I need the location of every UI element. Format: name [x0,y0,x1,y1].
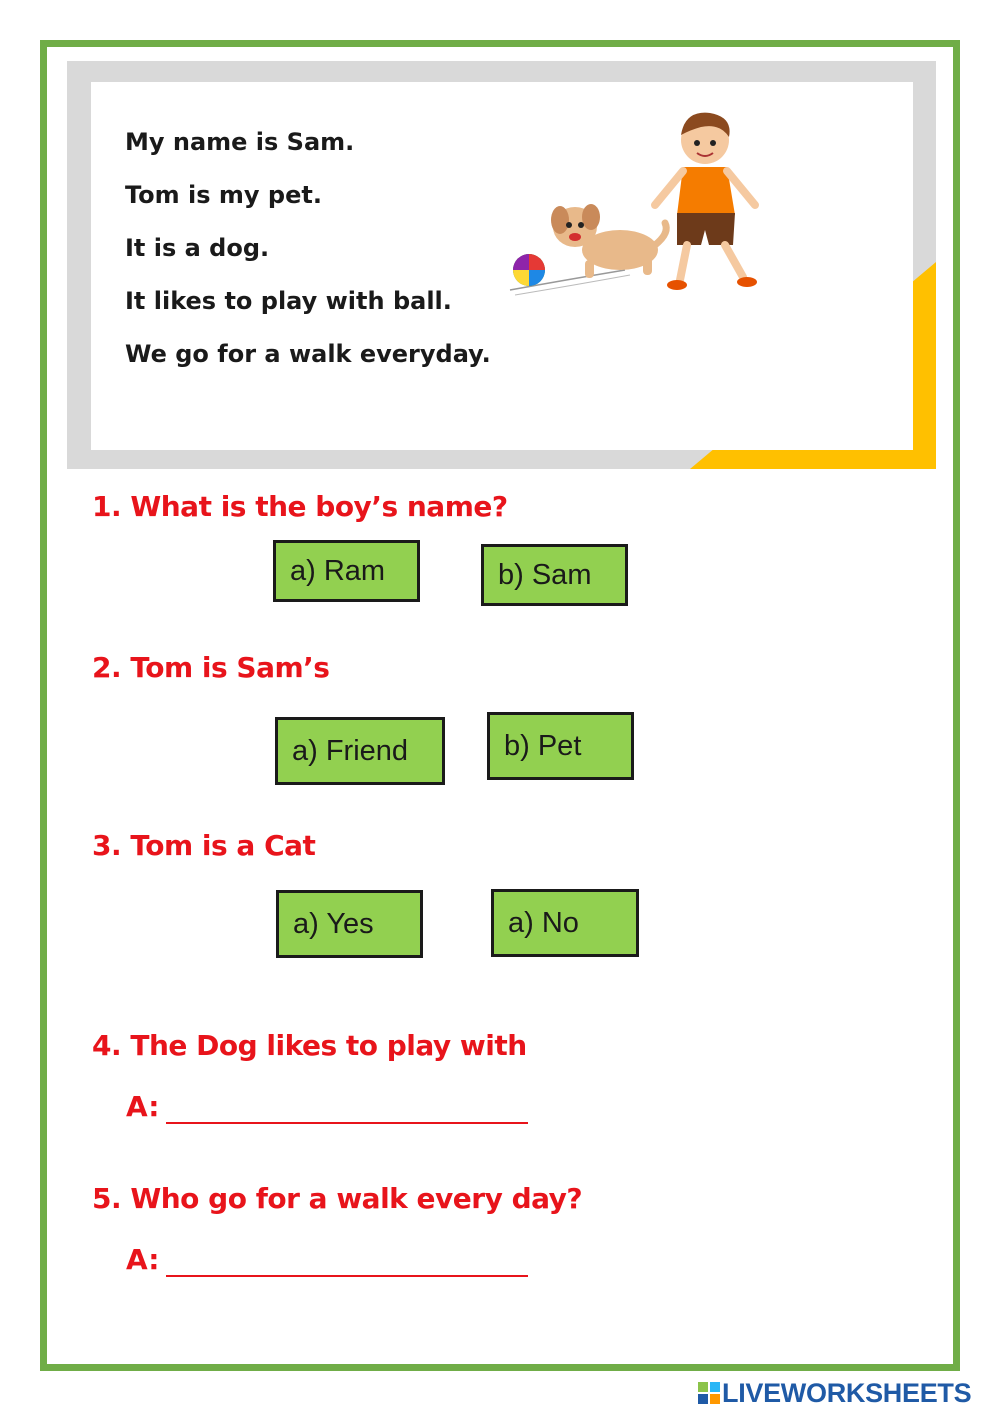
ball-icon [513,254,545,286]
story-line-4: It likes to play with ball. [125,287,452,315]
story-line-1: My name is Sam. [125,128,355,156]
q1-option-a[interactable]: a) Ram [273,540,420,602]
q5-answer-label: A: [126,1243,160,1276]
question-1: 1. What is the boy’s name? [92,490,508,523]
q3-option-b[interactable]: a) No [491,889,639,957]
q2-option-b[interactable]: b) Pet [487,712,634,780]
q1-option-b[interactable]: b) Sam [481,544,628,606]
question-5: 5. Who go for a walk every day? [92,1182,583,1215]
dog-icon [551,204,666,278]
brand-name: LIVEWORKSHEETS [722,1377,972,1408]
story-line-2: Tom is my pet. [125,181,322,209]
story-line-5: We go for a walk everyday. [125,340,491,368]
q4-answer-label: A: [126,1090,160,1123]
question-4: 4. The Dog likes to play with [92,1029,527,1062]
q3-option-a[interactable]: a) Yes [276,890,423,958]
question-2: 2. Tom is Sam’s [92,651,330,684]
q2-option-a[interactable]: a) Friend [275,717,445,785]
q5-answer-field[interactable] [166,1275,528,1277]
story-line-3: It is a dog. [125,234,270,262]
liveworksheets-logo[interactable] [698,1378,971,1408]
liveworksheets-logo-icon [698,1382,720,1404]
question-3: 3. Tom is a Cat [92,829,316,862]
q4-answer-field[interactable] [166,1122,528,1124]
boy-icon [655,113,757,290]
boy-and-dog-playing-ball-illustration [505,105,770,300]
